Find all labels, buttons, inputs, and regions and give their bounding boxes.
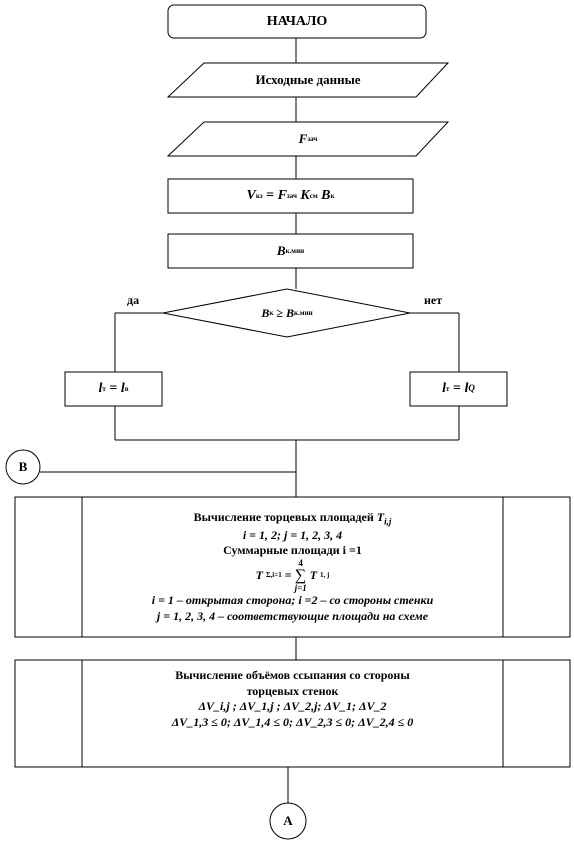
process2-line4: ΔV_1,3 ≤ 0; ΔV_1,4 ≤ 0; ΔV_2,3 ≤ 0; ΔV_2,4 ≤ 0 <box>171 714 414 729</box>
process1-line1: Вычисление торцевых площадей $T_{i,j}$ <box>193 509 392 527</box>
input-data-label: Исходные данные <box>255 71 361 87</box>
branch-no-label: l т = l Q <box>442 381 475 397</box>
process1-line3: Суммарные площади i =1 <box>223 543 362 558</box>
decision-label: B к ≥ B к.мин <box>261 305 313 320</box>
connector-a-label: А <box>283 812 293 828</box>
process2-line1: Вычисление объёмов ссыпания со стороны <box>175 668 410 682</box>
bmin-label: B к.мин <box>276 242 305 258</box>
process1-line2: i = 1, 2; j = 1, 2, 3, 4 <box>242 527 343 542</box>
branch-yes-label: l т = l в <box>98 381 129 397</box>
process1-text <box>82 500 503 634</box>
process1-line6: j = 1, 2, 3, 4 – соответствующие площади на схеме <box>156 608 429 623</box>
process2-text <box>82 664 503 764</box>
input-f-label: F зач <box>298 130 318 146</box>
branch-no-text: нет <box>424 293 443 307</box>
sum-sigma: 4 ∑ j=1 <box>294 558 307 594</box>
calc-v-label: V кз = F зач K см B к <box>246 188 335 204</box>
branch-yes-text: да <box>127 293 140 307</box>
connector-b-label: В <box>18 458 28 474</box>
process1-line5: i = 1 – открытая сторона; i =2 – со стороны стенки <box>151 593 434 608</box>
process2-line3: ΔV_i,j ; ΔV_1,j ; ΔV_2,j; ΔV_1; ΔV_2 <box>198 699 387 714</box>
process1-sum: T Σ,i=1 = 4 ∑ j=1 T 1, j <box>255 558 330 594</box>
start-label: НАЧАЛО <box>266 13 328 29</box>
process2-line2: торцевых стенок <box>246 683 339 698</box>
